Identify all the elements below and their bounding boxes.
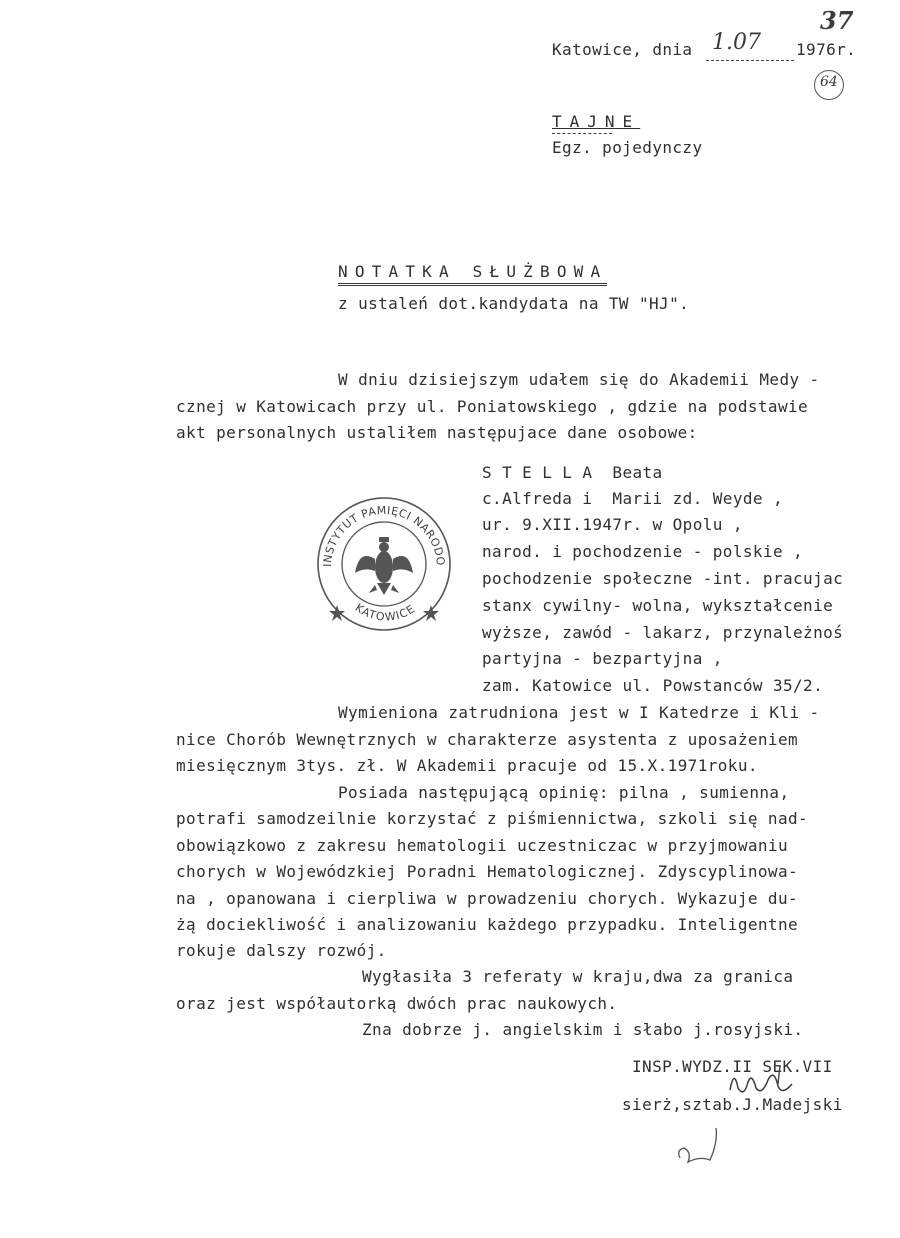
personal-data-line: wyższe, zawód - lakarz, przynależnoś xyxy=(482,623,844,642)
circled-page-number xyxy=(814,70,844,100)
copy-note: Egz. pojedynczy xyxy=(552,138,703,157)
year-suffix: 1976r. xyxy=(796,40,857,59)
personal-data-line: zam. Katowice ul. Powstanców 35/2. xyxy=(482,676,824,695)
signature-name: sierż,sztab.J.Madejski xyxy=(622,1095,843,1114)
bottom-scribble xyxy=(670,1122,740,1172)
signature-unit: INSP.WYDZ.II SEK.VII xyxy=(632,1057,833,1076)
date-dash-line xyxy=(706,60,794,61)
classification-dash-underline xyxy=(552,133,612,134)
stamp-text-bottom-path: KATOWICE xyxy=(352,601,418,624)
personal-data-line: stanx cywilny- wolna, wykształcenie xyxy=(482,596,834,615)
classification-label: TAJNE xyxy=(552,112,641,131)
personal-data-line: c.Alfreda i Marii zd. Weyde , xyxy=(482,489,783,508)
personal-data-line: narod. i pochodzenie - polskie , xyxy=(482,542,804,561)
employment-line-1: Wymieniona zatrudniona jest w I Katedrze i Kli - xyxy=(338,703,820,722)
papers-line-1: Wygłasiła 3 referaty w kraju,dwa za granica xyxy=(362,967,794,986)
page-number-text: 64 xyxy=(820,74,838,90)
document-heading: NOTATKA SŁUŻBOWA xyxy=(338,262,607,286)
opinion-line-7: rokuje dalszy rozwój. xyxy=(176,941,387,960)
place-date-prefix: Katowice, dnia xyxy=(552,40,693,59)
opinion-line-3: obowiązkowo z zakresu hematologii uczestniczac w przyjmowaniu xyxy=(176,836,789,855)
opinion-line-4: chorych w Wojewódzkiej Poradni Hematologicznej. Zdyscyplinowa- xyxy=(176,862,799,881)
opinion-line-1: Posiada następującą opinię: pilna , sumienna, xyxy=(338,783,790,802)
corner-handwritten-number: 37 xyxy=(820,6,854,35)
opinion-line-6: żą dociekliwość i analizowaniu każdego przypadku. Inteligentne xyxy=(176,915,799,934)
personal-data-line: S T E L L A Beata xyxy=(482,463,663,482)
intro-line-1: W dniu dzisiejszym udałem się do Akademii Medy - xyxy=(338,370,820,389)
handwritten-date: 1.07 xyxy=(712,30,761,55)
stamp-graphic xyxy=(309,487,459,637)
stamp-text-top: INSTYTUT PAMIĘCI NARODO xyxy=(320,503,448,568)
personal-data-line: ur. 9.XII.1947r. w Opolu , xyxy=(482,515,743,534)
intro-line-2: cznej w Katowicach przy ul. Poniatowskiego , gdzie na podstawie xyxy=(176,397,809,416)
opinion-line-5: na , opanowana i cierpliwa w prowadzeniu chorych. Wykazuje du- xyxy=(176,889,799,908)
stamp-text-bottom xyxy=(353,601,418,624)
ipn-stamp xyxy=(309,487,459,637)
employment-line-3: miesięcznym 3tys. zł. W Akademii pracuje od 15.X.1971roku. xyxy=(176,756,758,775)
papers-line-2: oraz jest współautorką dwóch prac naukowych. xyxy=(176,994,618,1013)
intro-line-3: akt personalnych ustaliłem następujace dane osobowe: xyxy=(176,423,698,442)
personal-data-line: pochodzenie społeczne -int. pracujac xyxy=(482,569,844,588)
opinion-line-2: potrafi samodzeilnie korzystać z piśmiennictwa, szkoli się nad- xyxy=(176,809,809,828)
languages-line: Zna dobrze j. angielskim i słabo j.rosyjski. xyxy=(362,1020,804,1039)
document-subtitle: z ustaleń dot.kandydata na TW "HJ". xyxy=(338,294,690,313)
personal-data-line: partyjna - bezpartyjna , xyxy=(482,649,723,668)
employment-line-2: nice Chorób Wewnętrznych w charakterze asystenta z uposażeniem xyxy=(176,730,799,749)
handwritten-signature xyxy=(720,1058,840,1108)
